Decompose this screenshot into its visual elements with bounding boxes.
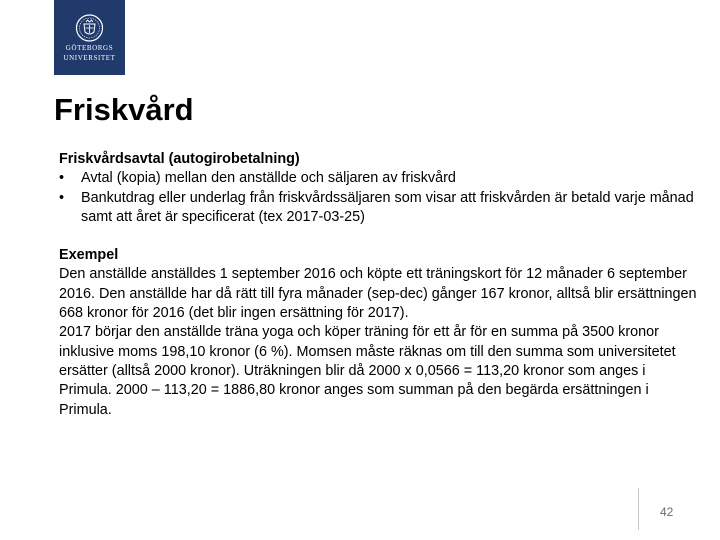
list-item-text: Bankutdrag eller underlag från friskvårdssäljaren som visar att friskvården är betald varje månad samt att året är specificerat (tex 2017-03-25) [81,189,694,225]
bullet-icon: • [59,170,65,187]
section-heading-agreement: Friskvårdsavtal (autogirobetalning) [59,151,300,167]
list-item [59,189,699,228]
page-number: 42 [660,505,674,519]
list-item [59,169,699,188]
logo-text-line2: UNIVERSITET [63,54,116,62]
slide-body [59,150,699,420]
seal-emblem-icon [75,14,104,42]
list-item-text: Avtal (kopia) mellan den anställde och säljaren av friskvård [81,170,456,187]
spacer [59,227,699,246]
section-heading-example: Exempel [59,247,119,264]
requirements-list [59,169,699,227]
example-paragraph-2017: 2017 börjar den anställde träna yoga och köper träning för ett år för en summa på 3500 kronor inklusive moms 198,10 kronor (6 %). Momsen måste räknas om till den summa som universitetet ersätter (alltså 2000 kronor). Uträkningen blir då 2000 x 0,0566 = 113,20 kronor som anges i Primula. 2000 – 113,20 = 1886,80 kronor anges som summan på den begärda ersättningen i Primula. [59,324,676,418]
footer-divider [638,488,639,530]
slide-title: Friskvård [54,92,194,127]
bullet-icon: • [59,189,65,206]
university-logo [54,0,125,75]
logo-text-line1: GÖTEBORGS [65,44,114,52]
example-paragraph-2016: Den anställde anställdes 1 september 2016 och köpte ett träningskort för 12 månader 6 september 2016. Den anställde har då rätt till fyra månader (sep-dec) gånger 167 kronor, alltså blir ersättningen 668 kronor för 2016 (det blir ingen ersättning för 2017). [59,266,697,322]
